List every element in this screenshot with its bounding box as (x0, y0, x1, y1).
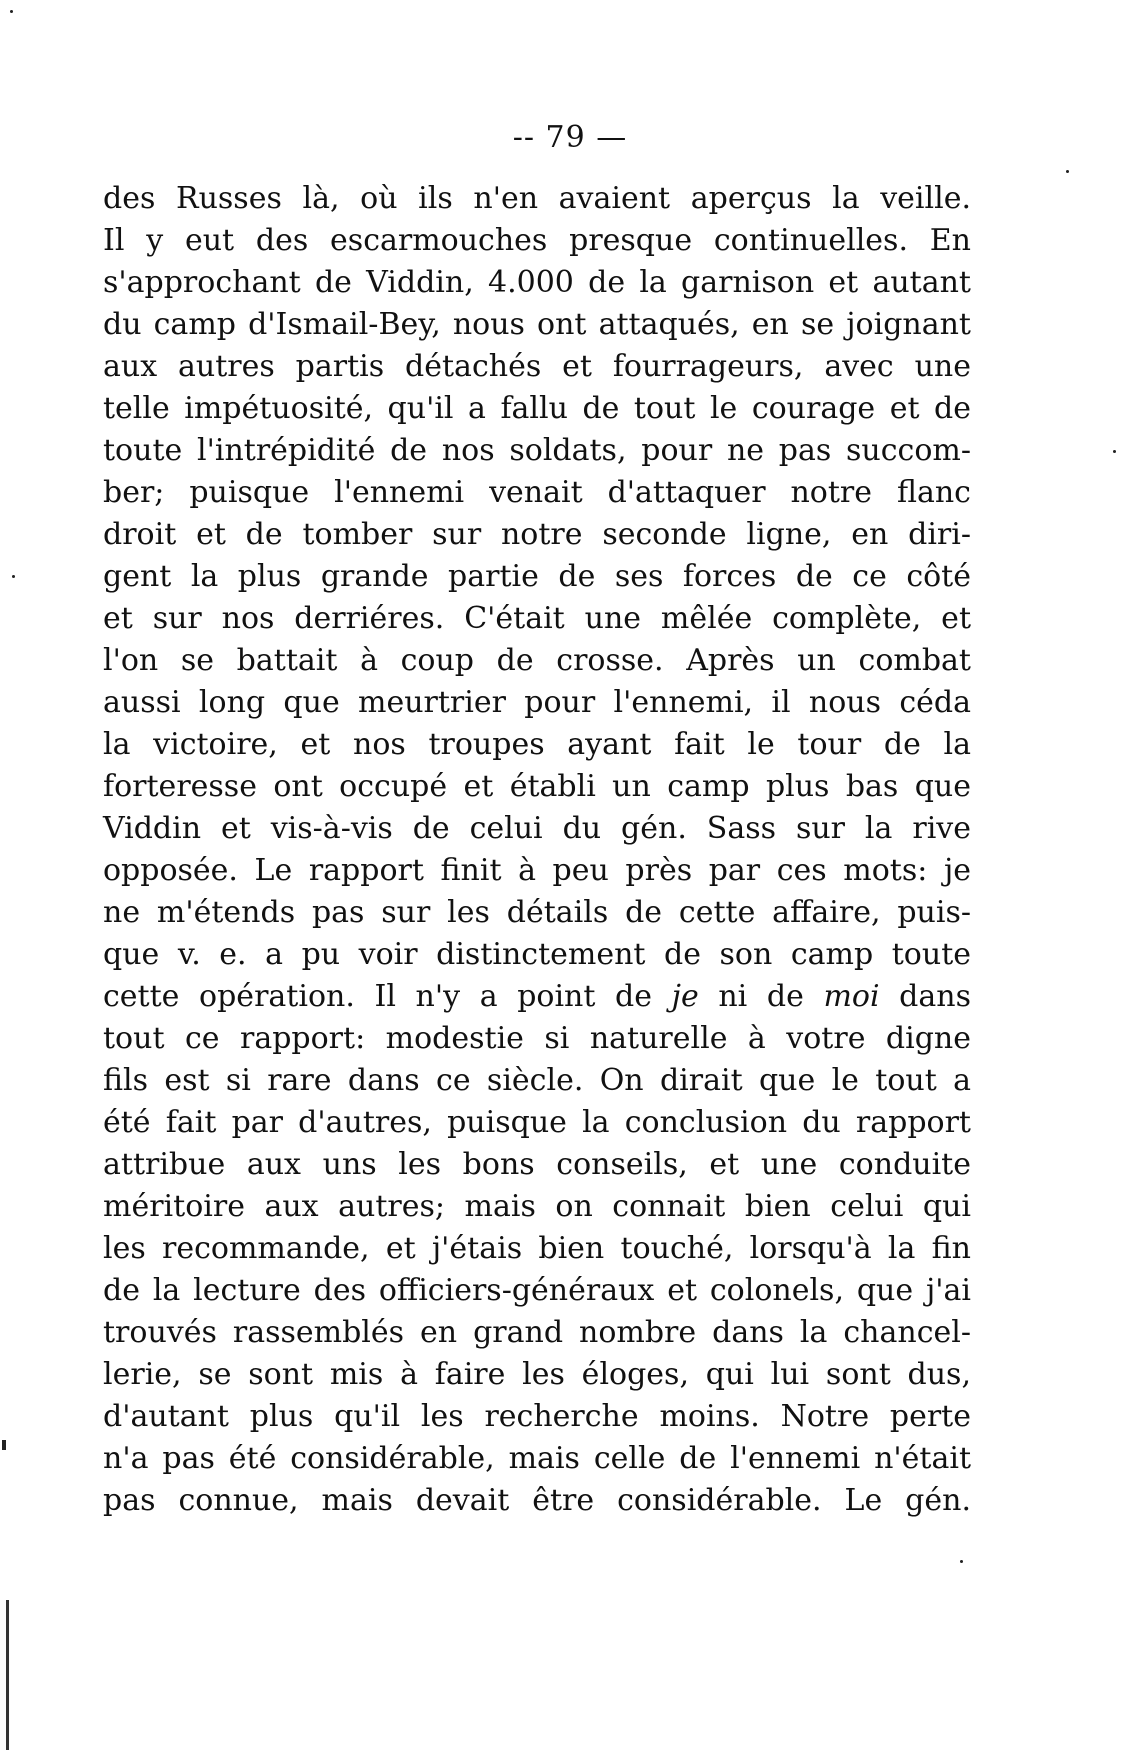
text-line: gent la plus grande partie de ses forces de ce côté (103, 559, 971, 594)
text-line: et sur nos derriéres. C'était une mêlée complète, et (103, 601, 971, 636)
text-line: pas connue, mais devait être considérable. Le gén. (103, 1483, 971, 1518)
text-line: lerie, se sont mis à faire les éloges, qui lui sont dus, (103, 1357, 971, 1392)
text-line: ne m'étends pas sur les détails de cette affaire, puis- (103, 895, 971, 930)
scan-edge-line (6, 1600, 9, 1750)
text-line: aussi long que meurtrier pour l'ennemi, il nous céda (103, 685, 971, 720)
text-line: forteresse ont occupé et établi un camp plus bas que (103, 769, 971, 804)
text-line: opposée. Le rapport finit à peu près par ces mots: je (103, 853, 971, 888)
text-line: des Russes là, où ils n'en avaient aperçus la veille. (103, 181, 971, 216)
scan-speck (1113, 450, 1116, 453)
text-line: trouvés rassemblés en grand nombre dans la chancel- (103, 1315, 971, 1350)
text-line: n'a pas été considérable, mais celle de l'ennemi n'était (103, 1441, 971, 1476)
text-line: la victoire, et nos troupes ayant fait le tour de la (103, 727, 971, 762)
scan-edge-mark (2, 1440, 6, 1450)
text-line: s'approchant de Viddin, 4.000 de la garnison et autant (103, 265, 971, 300)
italic-word: moi (823, 979, 880, 1014)
scan-speck (960, 1560, 963, 1563)
line-segment: dans (879, 979, 971, 1014)
scan-speck (10, 10, 13, 13)
scan-speck (12, 575, 15, 578)
text-line-with-italics (103, 976, 971, 1018)
line-segment: cette opération. Il n'y a point de (103, 979, 672, 1014)
text-line: Il y eut des escarmouches presque continuelles. En (103, 223, 971, 258)
italic-word: je (671, 979, 699, 1014)
text-line: droit et de tomber sur notre seconde ligne, en diri- (103, 517, 971, 552)
text-line: tout ce rapport: modestie si naturelle à votre digne (103, 1021, 971, 1056)
text-line: l'on se battait à coup de crosse. Après un combat (103, 643, 971, 678)
scan-speck (1066, 170, 1069, 173)
text-line: fils est si rare dans ce siècle. On dirait que le tout a (103, 1063, 971, 1098)
text-line: de la lecture des officiers-généraux et colonels, que j'ai (103, 1273, 971, 1308)
page-number: -- 79 — (512, 120, 628, 155)
text-line: toute l'intrépidité de nos soldats, pour ne pas succom- (103, 433, 971, 468)
text-line: telle impétuosité, qu'il a fallu de tout le courage et de (103, 391, 971, 426)
text-line: du camp d'Ismail-Bey, nous ont attaqués, en se joignant (103, 307, 971, 342)
text-line: ber; puisque l'ennemi venait d'attaquer notre flanc (103, 475, 971, 510)
text-line: attribue aux uns les bons conseils, et une conduite (103, 1147, 971, 1182)
body-text (103, 178, 971, 1522)
text-line: méritoire aux autres; mais on connait bien celui qui (103, 1189, 971, 1224)
text-line: Viddin et vis-à-vis de celui du gén. Sass sur la rive (103, 811, 971, 846)
line-segment: ni de (698, 979, 824, 1014)
text-line: été fait par d'autres, puisque la conclusion du rapport (103, 1105, 971, 1140)
text-line: d'autant plus qu'il les recherche moins. Notre perte (103, 1399, 971, 1434)
text-line: aux autres partis détachés et fourrageurs, avec une (103, 349, 971, 384)
text-line: les recommande, et j'étais bien touché, lorsqu'à la fin (103, 1231, 971, 1266)
text-line: que v. e. a pu voir distinctement de son camp toute (103, 937, 971, 972)
